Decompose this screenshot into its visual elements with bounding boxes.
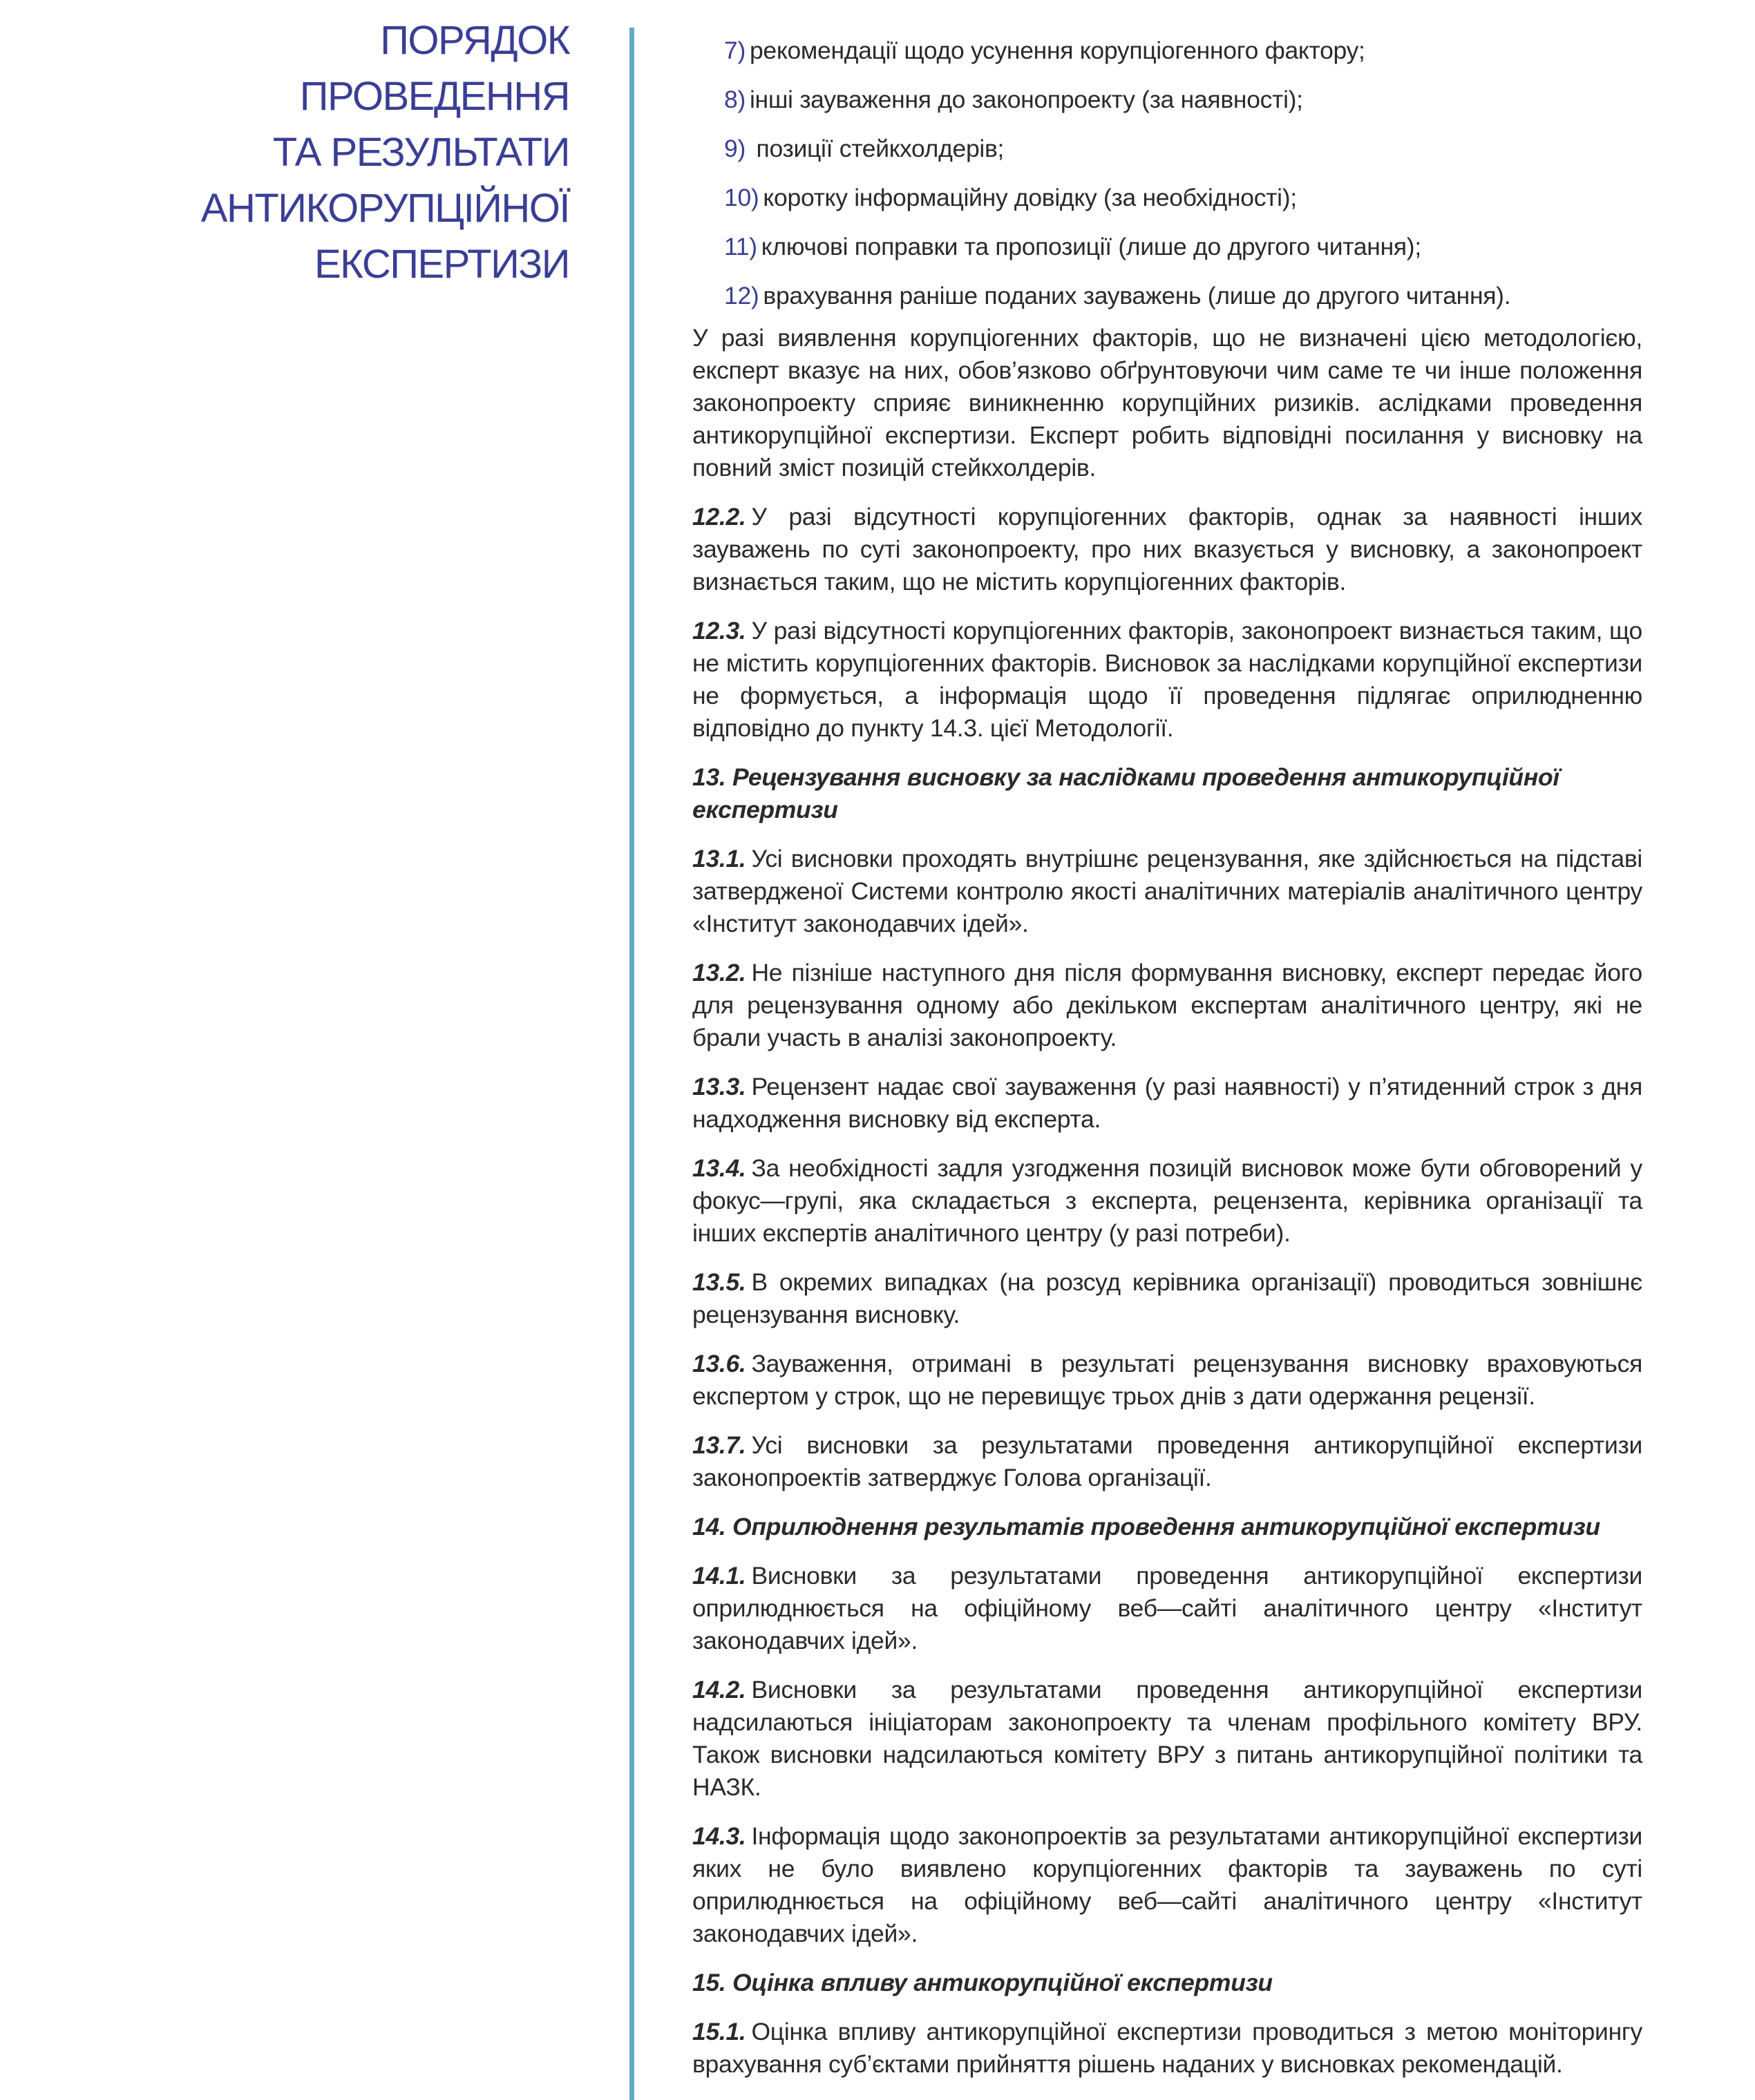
- list-item: [724, 133, 1642, 165]
- section-heading: 14. Оприлюднення результатів проведення антикорупційної експертизи: [692, 1513, 1600, 1540]
- section-heading: 13. Рецензування висновку за наслідками проведення антикорупційної експертизи: [692, 763, 1559, 823]
- clause-text: Зауваження, отримані в результаті рецензування висновку враховуються експертом у строк, що не перевищує трьох днів з дати одержання рецензії.: [692, 1350, 1642, 1410]
- list-text: рекомендації щодо усунення корупціогенного фактору;: [749, 37, 1365, 64]
- list-number: 11): [724, 233, 757, 260]
- clause-number: 13.2.: [692, 959, 746, 986]
- clause-paragraph: [692, 1674, 1642, 1804]
- document-body: [692, 35, 1642, 2097]
- clause-number: 13.1.: [692, 845, 746, 872]
- clause-paragraph: [692, 615, 1642, 745]
- clause-paragraph: [692, 957, 1642, 1054]
- vertical-divider: [629, 28, 634, 2100]
- clause-paragraph: [692, 1266, 1642, 1331]
- intro-paragraph: У разі виявлення корупціогенних факторів, що не визначені цією методологією, експерт вказує на них, обов’язково обґрунтовуючи чим саме те чи інше положення законопроекту сприяє виникненню корупційних ризиків. аслідками проведення антикорупційної експертизи. Експерт робить відповідні посилання у висновку на повний зміст позицій стейкхолдерів.: [692, 324, 1642, 481]
- list-number: 7): [724, 37, 746, 64]
- clause-text: У разі відсутності корупціогенних факторів, законопроект визнається таким, що не містить корупціогенних факторів. Висновок за наслідками корупційної експертизи не формується, а інформація щодо її проведення підлягає оприлюдненню відповідно до пункту 14.3. цієї Методології.: [692, 617, 1642, 742]
- clause-paragraph: [692, 1071, 1642, 1136]
- clause-number: 12.2.: [692, 503, 746, 531]
- clause-number: 14.3.: [692, 1822, 746, 1850]
- clause-number: 15.1.: [692, 2018, 746, 2045]
- section-title: [86, 12, 569, 292]
- clause-text: Рецензент надає свої зауваження (у разі наявності) у п’ятиденний строк з дня надходження висновку від експерта.: [692, 1073, 1642, 1133]
- section-title-line: ТА РЕЗУЛЬТАТИ: [272, 130, 569, 175]
- clause-paragraph: [692, 1820, 1642, 1950]
- list-text: врахування раніше поданих зауважень (лише до другого читання).: [763, 282, 1511, 309]
- clause-text: Не пізніше наступного дня після формування висновку, експерт передає його для рецензування одному або декільком експертам аналітичного центру, які не брали участь в аналізі законопроекту.: [692, 959, 1642, 1051]
- list-number: 10): [724, 184, 759, 211]
- section-title-line: ПРОВЕДЕННЯ: [299, 74, 569, 119]
- clause-number: 13.4.: [692, 1154, 746, 1182]
- section-title-line: ПОРЯДОК: [380, 18, 569, 63]
- list-text: коротку інформаційну довідку (за необхідності);: [763, 184, 1297, 211]
- clause-text: Оцінка впливу антикорупційної експертизи проводиться з метою моніторингу врахування суб’єктами прийняття рішень наданих у висновках рекомендацій.: [692, 2018, 1642, 2078]
- clause-text: В окремих випадках (на розсуд керівника організації) проводиться зовнішнє рецензування висновку.: [692, 1268, 1642, 1328]
- clause-paragraph: [692, 843, 1642, 940]
- clause-text: Інформація щодо законопроектів за результатами антикорупційної експертизи яких не було виявлено корупціогенних факторів та зауважень по суті оприлюднюється на офіційному веб—сайті аналітичного центру «Інститут законодавчих ідей».: [692, 1822, 1642, 1947]
- list-item: [724, 84, 1642, 116]
- list-item: [724, 280, 1642, 312]
- list-item: [724, 231, 1642, 263]
- clause-text: Усі висновки проходять внутрішнє рецензування, яке здійснюється на підставі затвердженої Системи контролю якості аналітичних матеріалів аналітичного центру «Інститут законодавчих ідей».: [692, 845, 1642, 937]
- clause-number: 13.6.: [692, 1350, 746, 1377]
- clause-paragraph: [692, 1560, 1642, 1657]
- list-text: інші зауваження до законопроекту (за наявності);: [749, 86, 1303, 113]
- list-item: [724, 35, 1642, 67]
- clause-text: За необхідності задля узгодження позицій висновок може бути обговорений у фокус—групі, яка складається з експерта, рецензента, керівника організації та інших експертів аналітичного центру (у разі потреби).: [692, 1154, 1642, 1247]
- clause-text: У разі відсутності корупціогенних факторів, однак за наявності інших зауважень по суті законопроекту, про них вказується у висновку, а законопроект визнається таким, що не містить корупціогенних факторів.: [692, 503, 1642, 595]
- clause-text: Усі висновки за результатами проведення антикорупційної експертизи законопроектів затверджує Голова організації.: [692, 1431, 1642, 1491]
- clause-paragraph: [692, 1152, 1642, 1250]
- list-text: ключові поправки та пропозиції (лише до другого читання);: [761, 233, 1421, 260]
- list-number: 12): [724, 282, 759, 309]
- section-title-line: АНТИКОРУПЦІЙНОЇ: [200, 186, 569, 231]
- clause-paragraph: [692, 501, 1642, 598]
- section-heading: 15. Оцінка впливу антикорупційної експертизи: [692, 1969, 1273, 1996]
- clause-number: 13.3.: [692, 1073, 746, 1100]
- clause-paragraph: [692, 2016, 1642, 2081]
- clause-number: 12.3.: [692, 617, 746, 645]
- clause-number: 13.5.: [692, 1268, 746, 1296]
- clause-paragraph: [692, 1429, 1642, 1494]
- list-text: позиції стейкхолдерів;: [749, 135, 1005, 162]
- clause-text: Висновки за результатами проведення антикорупційної експертизи оприлюднюється на офіційному веб—сайті аналітичного центру «Інститут законодавчих ідей».: [692, 1562, 1642, 1654]
- clause-text: Висновки за результатами проведення антикорупційної експертизи надсилаються ініціаторам законопроекту та членам профільного комітету ВРУ. Також висновки надсилаються комітету ВРУ з питань антикорупційної політики та НАЗК.: [692, 1676, 1642, 1801]
- list-number: 8): [724, 86, 746, 113]
- clause-number: 14.1.: [692, 1562, 746, 1590]
- section-title-line: ЕКСПЕРТИЗИ: [314, 242, 569, 287]
- clause-paragraph: [692, 1348, 1642, 1413]
- clause-number: 14.2.: [692, 1676, 746, 1703]
- clause-number: 13.7.: [692, 1431, 746, 1459]
- list-item: [724, 182, 1642, 214]
- list-number: 9): [724, 135, 746, 162]
